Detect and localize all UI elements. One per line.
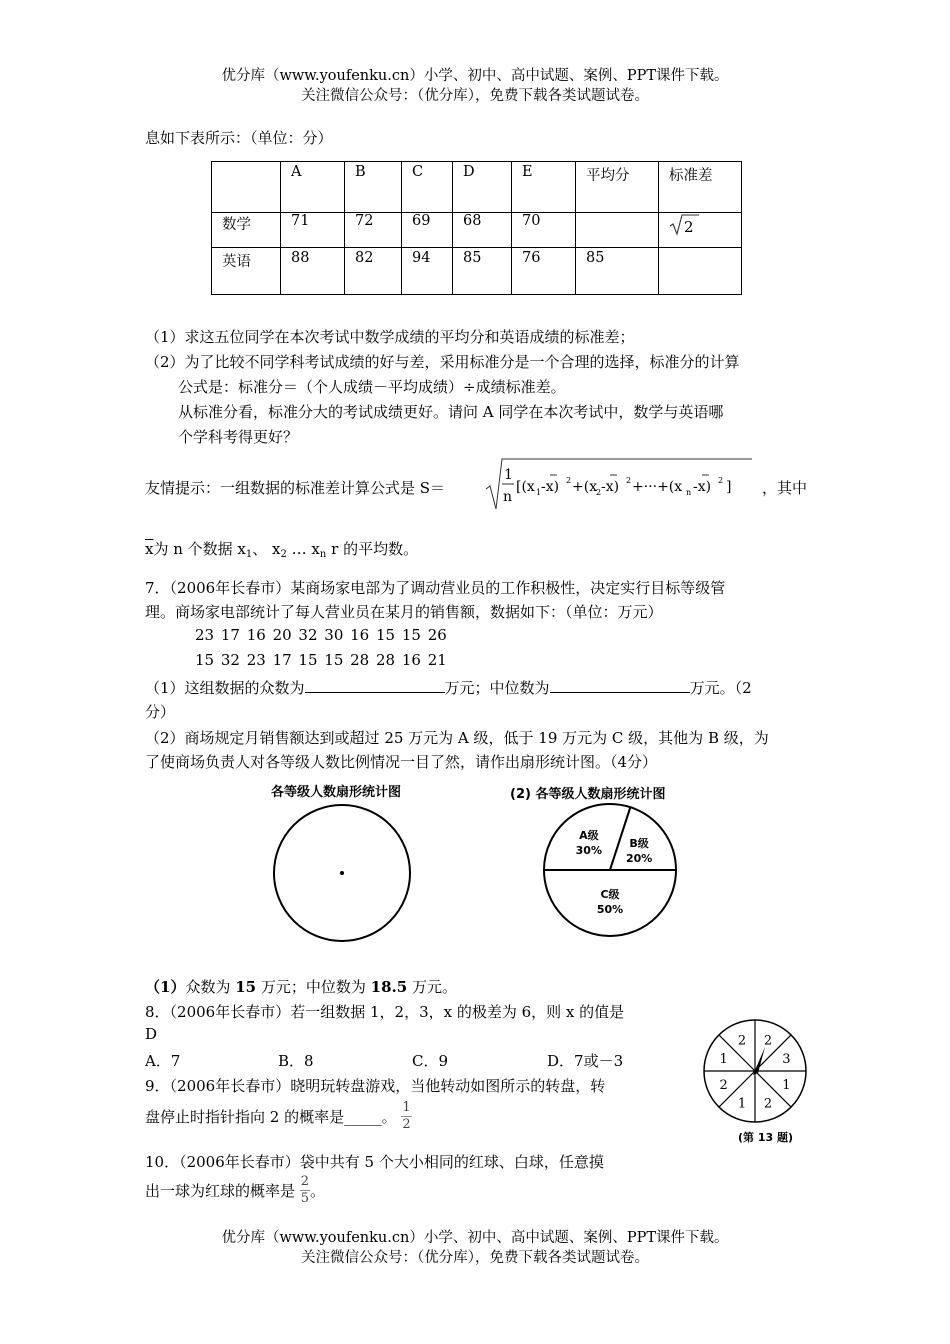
q6-part2-line2: 公式是：标准分＝（个人成绩－平均成绩）÷成绩标准差。: [178, 378, 566, 396]
spinner-sector-label: 2: [719, 1078, 728, 1094]
pie-center-dot: [340, 871, 344, 875]
table-header-cell: E: [512, 162, 576, 213]
q6-part2-line3: 从标准分看，标准分大的考试成绩更好。请问 A 同学在本次考试中，数学与英语哪: [178, 403, 724, 421]
table-cell: 68: [453, 213, 512, 248]
table-cell: 72: [345, 213, 402, 248]
pie-slice-percent: 30%: [575, 843, 603, 857]
q7-part1: （1）这组数据的众数为 万元；中位数为 万元。（2: [145, 679, 752, 697]
q8-stem: 8．（2006年长春市）若一组数据 1，2，3，x 的极差为 6，则 x 的值是: [145, 1003, 625, 1021]
table-header-cell: 标准差: [659, 162, 742, 213]
sqrt-sign-icon: [669, 213, 699, 237]
svg-text:[(x: [(x: [516, 479, 535, 495]
table-cell: 85: [576, 248, 659, 295]
q8-option-b: B．8: [278, 1052, 314, 1070]
table-cell: 82: [345, 248, 402, 295]
table-cell: 94: [402, 248, 453, 295]
header-line-2: 关注微信公众号：（优分库），免费下载各类试题试卷。: [301, 88, 649, 104]
q6-part1: （1）求这五位同学在本次考试中数学成绩的平均分和英语成绩的标准差；: [145, 328, 635, 346]
svg-text:+···+(x: +···+(x: [632, 479, 683, 495]
svg-text:n: n: [686, 488, 692, 497]
grade-pie-chart: [538, 800, 688, 945]
q9-stem: 9．（2006年长春市）晓明玩转盘游戏，当他转动如图所示的转盘，转: [145, 1077, 606, 1095]
table-row: [212, 213, 742, 248]
q8-option-a: A．7: [145, 1052, 181, 1070]
intro-text: 息如下表所示：（单位：分）: [145, 129, 333, 147]
table-cell: 88: [281, 248, 345, 295]
svg-text:1: 1: [504, 467, 513, 483]
svg-text:n: n: [503, 489, 513, 505]
table-header-cell: B: [345, 162, 402, 213]
svg-text:+(x: +(x: [572, 479, 598, 495]
q7-title-line2: 理。商场家电部统计了每人营业员在某月的销售额，数据如下：（单位：万元）: [145, 603, 663, 621]
svg-text:2: 2: [626, 476, 632, 485]
table-header-cell: D: [453, 162, 512, 213]
spinner-sector-label: 1: [737, 1096, 747, 1112]
table-cell: [659, 248, 742, 295]
hint-prefix: 友情提示：一组数据的标准差计算公式是 S＝: [145, 479, 446, 497]
spinner-sector-label: 2: [763, 1033, 773, 1049]
spinner-sector-label: 3: [782, 1051, 791, 1067]
svg-text:-x): -x): [693, 479, 712, 495]
sqrt-radicand: 2: [684, 218, 694, 236]
sqrt-expression: [669, 213, 699, 237]
mean-symbol: $\overline{x}$: [145, 540, 154, 558]
table-cell-stddev: [659, 213, 742, 248]
q10-stem2: 出一球为红球的概率是 $\frac{2}{5}$ 。: [145, 1174, 326, 1206]
svg-text:]: ]: [726, 479, 732, 495]
table-row: [212, 248, 742, 295]
q7-part2-line2: 了使商场负责人对各等级人数比例情况一目了然，请作出扇形统计图。（4分）: [145, 753, 658, 771]
stddev-formula: [484, 455, 759, 513]
q7-answer: （1）众数为 15 万元；中位数为 18.5 万元。: [145, 978, 457, 996]
q8-answer: D: [145, 1025, 158, 1043]
table-cell: 69: [402, 213, 453, 248]
table-header-row: [212, 162, 742, 213]
svg-text:-x): -x): [541, 479, 560, 495]
table-cell: 70: [512, 213, 576, 248]
footer-line-2: 关注微信公众号：（优分库），免费下载各类试题试卷。: [301, 1250, 649, 1266]
pie-slice-label: B级: [629, 836, 649, 850]
q8-option-d: D．7或－3: [547, 1052, 624, 1070]
svg-text:2: 2: [718, 476, 724, 485]
svg-text:2: 2: [566, 476, 572, 485]
q9-answer-fraction: $\frac{1}{2}$: [402, 1100, 411, 1132]
spinner-sector-label: 1: [782, 1078, 791, 1094]
table-header-cell: A: [281, 162, 345, 213]
svg-text:1: 1: [536, 488, 542, 497]
pie-slice-percent: 20%: [625, 851, 653, 865]
spinner-sector-label: 2: [763, 1096, 773, 1112]
q8-option-c: C．9: [412, 1052, 449, 1070]
table-header-cell: 平均分: [576, 162, 659, 213]
hint-suffix: ，其中: [762, 479, 808, 497]
pie-slice-label: A级: [579, 828, 599, 842]
score-table: [211, 161, 742, 295]
table-cell: 数学: [212, 213, 281, 248]
empty-pie-chart: [270, 800, 420, 950]
q9-stem2: 盘停止时指针指向 2 的概率是_____。 $\frac{1}{2}$: [145, 1100, 411, 1132]
q7-part2-line1: （2）商场规定月销售额达到或超过 25 万元为 A 级，低于 19 万元为 C 级，其他为 B 级，为: [145, 729, 769, 747]
table-cell: 85: [453, 248, 512, 295]
chart2-title: (2) 各等级人数扇形统计图: [510, 787, 666, 802]
q6-part2-line4: 个学科考得更好？: [178, 428, 299, 446]
pie-slice-label: C级: [600, 888, 620, 901]
table-header-cell: C: [402, 162, 453, 213]
pie-slice-percent: 50%: [596, 903, 624, 916]
q10-stem: 10．（2006年长春市）袋中共有 5 个大小相同的红球、白球，任意摸: [145, 1153, 604, 1171]
table-header-cell: [212, 162, 281, 213]
blank-median: [550, 678, 690, 693]
svg-text:2: 2: [596, 488, 602, 497]
spinner-caption: (第 13 题): [738, 1131, 794, 1144]
spinner-sector-label: 2: [737, 1033, 747, 1049]
table-cell: 76: [512, 248, 576, 295]
q10-answer-fraction: $\frac{2}{5}$: [300, 1174, 310, 1206]
q7-data-row2: 15 32 23 17 15 15 28 28 16 21: [195, 651, 447, 669]
blank-mode: [305, 678, 445, 693]
table-cell: 英语: [212, 248, 281, 295]
q7-part1-tail: 分）: [145, 703, 176, 721]
header-line-1: 优分库（www.youfenku.cn）小学、初中、高中试题、案例、PPT课件下载。: [221, 68, 729, 84]
footer-line-1: 优分库（www.youfenku.cn）小学、初中、高中试题、案例、PPT课件下载。: [221, 1230, 729, 1246]
q6-part2-line1: （2）为了比较不同学科考试成绩的好与差，采用标准分是一个合理的选择，标准分的计算: [145, 353, 740, 371]
spinner-sector-label: 1: [719, 1051, 728, 1067]
q7-title-line1: 7．（2006年长春市）某商场家电部为了调动营业员的工作积极性，决定实行目标等级管: [145, 579, 726, 597]
table-cell: 71: [281, 213, 345, 248]
q7-data-row1: 23 17 16 20 32 30 16 15 15 26: [195, 626, 447, 644]
hint-line2: $\overline{x}$为 n 个数据 $x_1$、 $x_2$ … $x_n$ r 的平均数。: [145, 540, 419, 560]
svg-text:-x): -x): [601, 479, 620, 495]
table-cell: [576, 213, 659, 248]
chart1-title: 各等级人数扇形统计图: [271, 785, 402, 800]
